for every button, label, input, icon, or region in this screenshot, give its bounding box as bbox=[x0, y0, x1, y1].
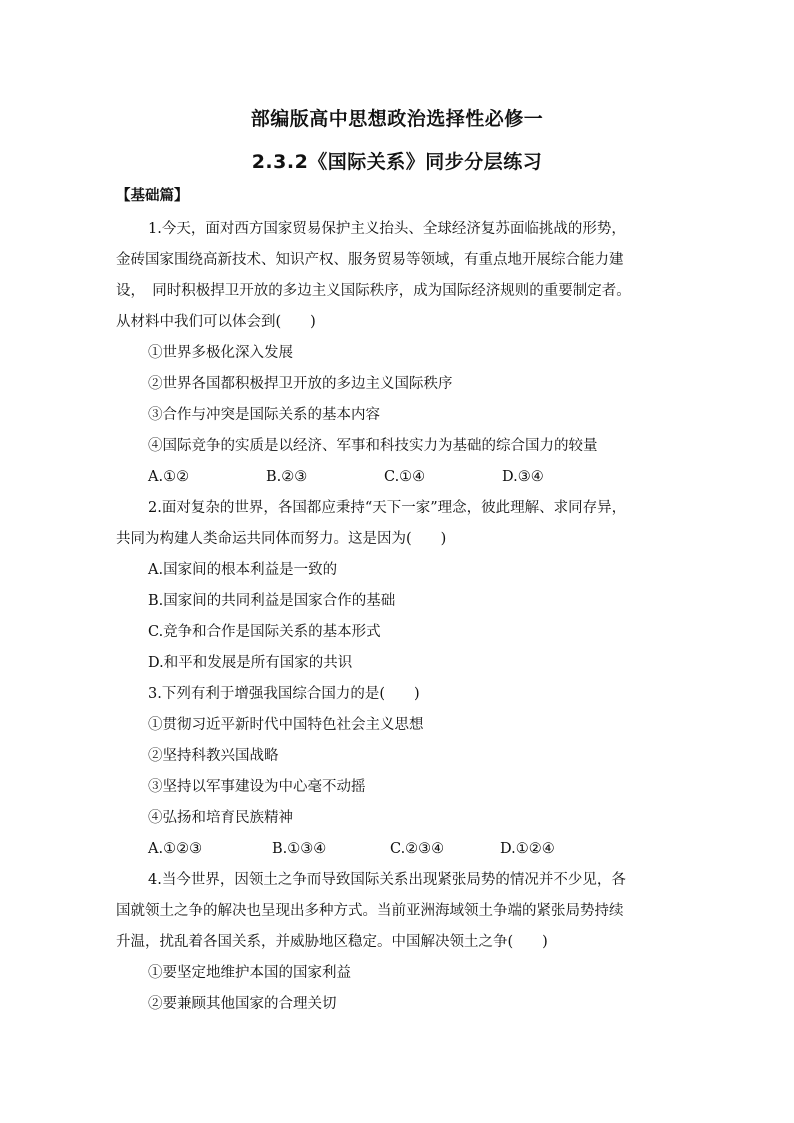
statement-item: ③坚持以军事建设为中心毫不动摇 bbox=[148, 779, 366, 795]
statement-item: ②坚持科教兴国战略 bbox=[148, 748, 279, 764]
section-heading: 【基础篇】 bbox=[116, 188, 189, 204]
question-2 bbox=[116, 493, 684, 679]
option-d: D.①②④ bbox=[500, 841, 555, 857]
option-b: B.②③ bbox=[266, 469, 308, 485]
statement-item: ④国际竞争的实质是以经济、军事和科技实力为基础的综合国力的较量 bbox=[148, 438, 598, 454]
option-d: D.和平和发展是所有国家的共识 bbox=[148, 655, 353, 671]
question-list bbox=[116, 214, 684, 1020]
question-3 bbox=[116, 679, 684, 865]
option-b: B.①③④ bbox=[272, 841, 327, 857]
statement-item: ③合作与冲突是国际关系的基本内容 bbox=[148, 407, 380, 423]
question-stem-line: 4.当今世界，因领土之争而导致国际关系出现紧张局势的情况并不少见，各 bbox=[148, 872, 626, 888]
question-stem-line: 共同为构建人类命运共同体而努力。这是因为( ) bbox=[116, 531, 447, 547]
statement-item: ①贯彻习近平新时代中国特色社会主义思想 bbox=[148, 717, 424, 733]
statement-item: ①世界多极化深入发展 bbox=[148, 345, 293, 361]
option-d: D.③④ bbox=[502, 469, 544, 485]
document-title: 部编版高中思想政治选择性必修一 bbox=[250, 108, 544, 130]
option-a: A.①②③ bbox=[148, 841, 203, 857]
question-stem-line: 金砖国家围绕高新技术、知识产权、服务贸易等领域，有重点地开展综合能力建 bbox=[116, 252, 624, 268]
option-a: A.①② bbox=[148, 469, 190, 485]
option-c: C.竞争和合作是国际关系的基本形式 bbox=[148, 624, 381, 640]
option-c: C.②③④ bbox=[390, 841, 445, 857]
question-stem-line: 1.今天，面对西方国家贸易保护主义抬头、全球经济复苏面临挑战的形势， bbox=[148, 221, 626, 237]
question-stem-line: 升温，扰乱着各国关系，并威胁地区稳定。中国解决领土之争( ) bbox=[116, 934, 548, 950]
statement-item: ②世界各国都积极捍卫开放的多边主义国际秩序 bbox=[148, 376, 453, 392]
statement-item: ①要坚定地维护本国的国家利益 bbox=[148, 965, 351, 981]
question-1 bbox=[116, 214, 684, 493]
statement-item: ④弘扬和培育民族精神 bbox=[148, 810, 293, 826]
question-stem-line: 从材料中我们可以体会到( ) bbox=[116, 314, 316, 330]
question-stem-line: 3.下列有利于增强我国综合国力的是( ) bbox=[148, 686, 420, 702]
question-stem-line: 国就领土之争的解决也呈现出多种方式。当前亚洲海域领土争端的紧张局势持续 bbox=[116, 903, 624, 919]
document-subtitle: 2.3.2《国际关系》同步分层练习 bbox=[251, 151, 543, 173]
question-stem-line: 设， 同时积极捍卫开放的多边主义国际秩序，成为国际经济规则的重要制定者。 bbox=[116, 283, 631, 299]
question-4 bbox=[116, 865, 684, 1020]
option-a: A.国家间的根本利益是一致的 bbox=[148, 562, 338, 578]
question-stem-line: 2.面对复杂的世界，各国都应秉持“天下一家”理念，彼此理解、求同存异， bbox=[148, 500, 627, 516]
statement-item: ②要兼顾其他国家的合理关切 bbox=[148, 996, 337, 1012]
option-b: B.国家间的共同利益是国家合作的基础 bbox=[148, 593, 396, 609]
option-c: C.①④ bbox=[384, 469, 426, 485]
answer-options bbox=[116, 462, 684, 493]
answer-options bbox=[116, 834, 684, 865]
